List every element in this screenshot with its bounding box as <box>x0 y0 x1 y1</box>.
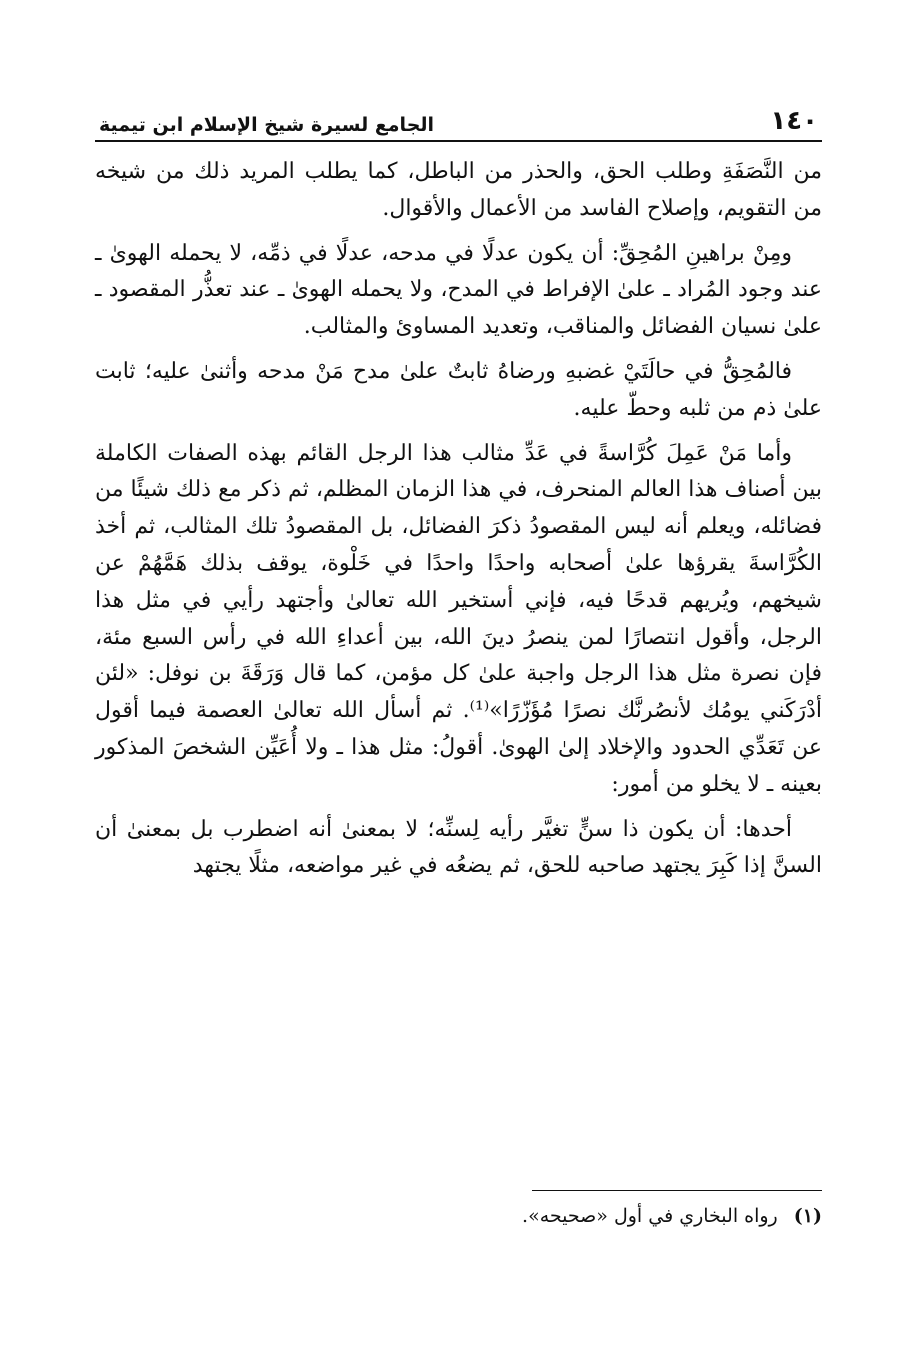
paragraph: أحدها: أن يكون ذا سنٍّ تغيَّر رأيه لِسنِّه؛ لا بمعنىٰ أنه اضطرب بل بمعنىٰ أن السنَّ إذا كَبِرَ يجتهد صاحبه للحق، ثم يضعُه في غير مواضعه، مثلًا يجتهد <box>95 816 822 879</box>
book-title: الجامع لسيرة شيخ الإسلام ابن تيمية <box>99 114 435 136</box>
page <box>95 100 822 893</box>
body-text <box>95 154 822 885</box>
page-number: ١٤٠ <box>770 106 818 136</box>
footnotes <box>95 1190 822 1231</box>
paragraph: ومِنْ براهينِ المُحِقِّ: أن يكون عدلًا في مدحه، عدلًا في ذمِّه، لا يحمله الهوىٰ ـ عند وجود المُراد ـ علىٰ الإفراط في المدح، ولا يحمله الهوىٰ ـ عند تعذُّر المقصود ـ علىٰ نسيان الفضائل والمناقب، وتعديد المساوئ والمثالب. <box>95 240 822 340</box>
footnote-text: رواه البخاري في أول «صحيحه». <box>522 1205 778 1227</box>
paragraph: فالمُحِقُّ في حالَتَيْ غضبهِ ورضاهُ ثابتٌ علىٰ مدح مَنْ مدحه وأثنىٰ عليه؛ ثابت علىٰ ذم من ثلبه وحطّ عليه. <box>95 358 822 421</box>
footnote-divider <box>532 1190 822 1191</box>
footnote-number: (١) <box>793 1205 822 1227</box>
running-header <box>95 100 822 142</box>
paragraph: وأما مَنْ عَمِلَ كُرَّاسةً في عَدِّ مثالب هذا الرجل القائم بهذه الصفات الكاملة بين أصناف هذا العالم المنحرف، في هذا الزمان المظلم، ثم ذكر مع ذلك شيئًا من فضائله، ويعلم أنه ليس المقصودُ ذكرَ الفضائل، بل المقصودُ تلك المثالب، ثم أخذ الكُرَّاسةَ يقرؤها علىٰ أصحابه واحدًا واحدًا في خَلْوة، يوقف بذلك هَمَّهُمْ عن شيخهم، ويُريهم قدحًا فيه، فإني أستخير الله تعالىٰ وأجتهد رأيي في مثل هذا الرجل، وأقول انتصارًا لمن ينصرُ دينَ الله، بين أعداءِ الله في رأس السبع مئة، فإن نصرة مثل هذا الرجل واجبة علىٰ كل مؤمن، كما قال وَرَقَةَ بن نوفل: «لئن أدْرَكَني يومُك لأنصُرنَّك نصرًا مُؤَزّرًا»⁽¹⁾. ثم أسأل الله تعالىٰ العصمة فيما أقول عن تَعَدِّي الحدود والإخلاد إلىٰ الهوىٰ. أقولُ: مثل هذا ـ ولا أُعَيِّن الشخصَ المذكور بعينه ـ لا يخلو من أمور: <box>95 440 822 797</box>
paragraph: من النَّصَفَةِ وطلب الحق، والحذر من الباطل، كما يطلب المريد ذلك من شيخه من التقويم، وإصلاح الفاسد من الأعمال والأقوال. <box>95 159 822 221</box>
footnote <box>95 1201 822 1231</box>
